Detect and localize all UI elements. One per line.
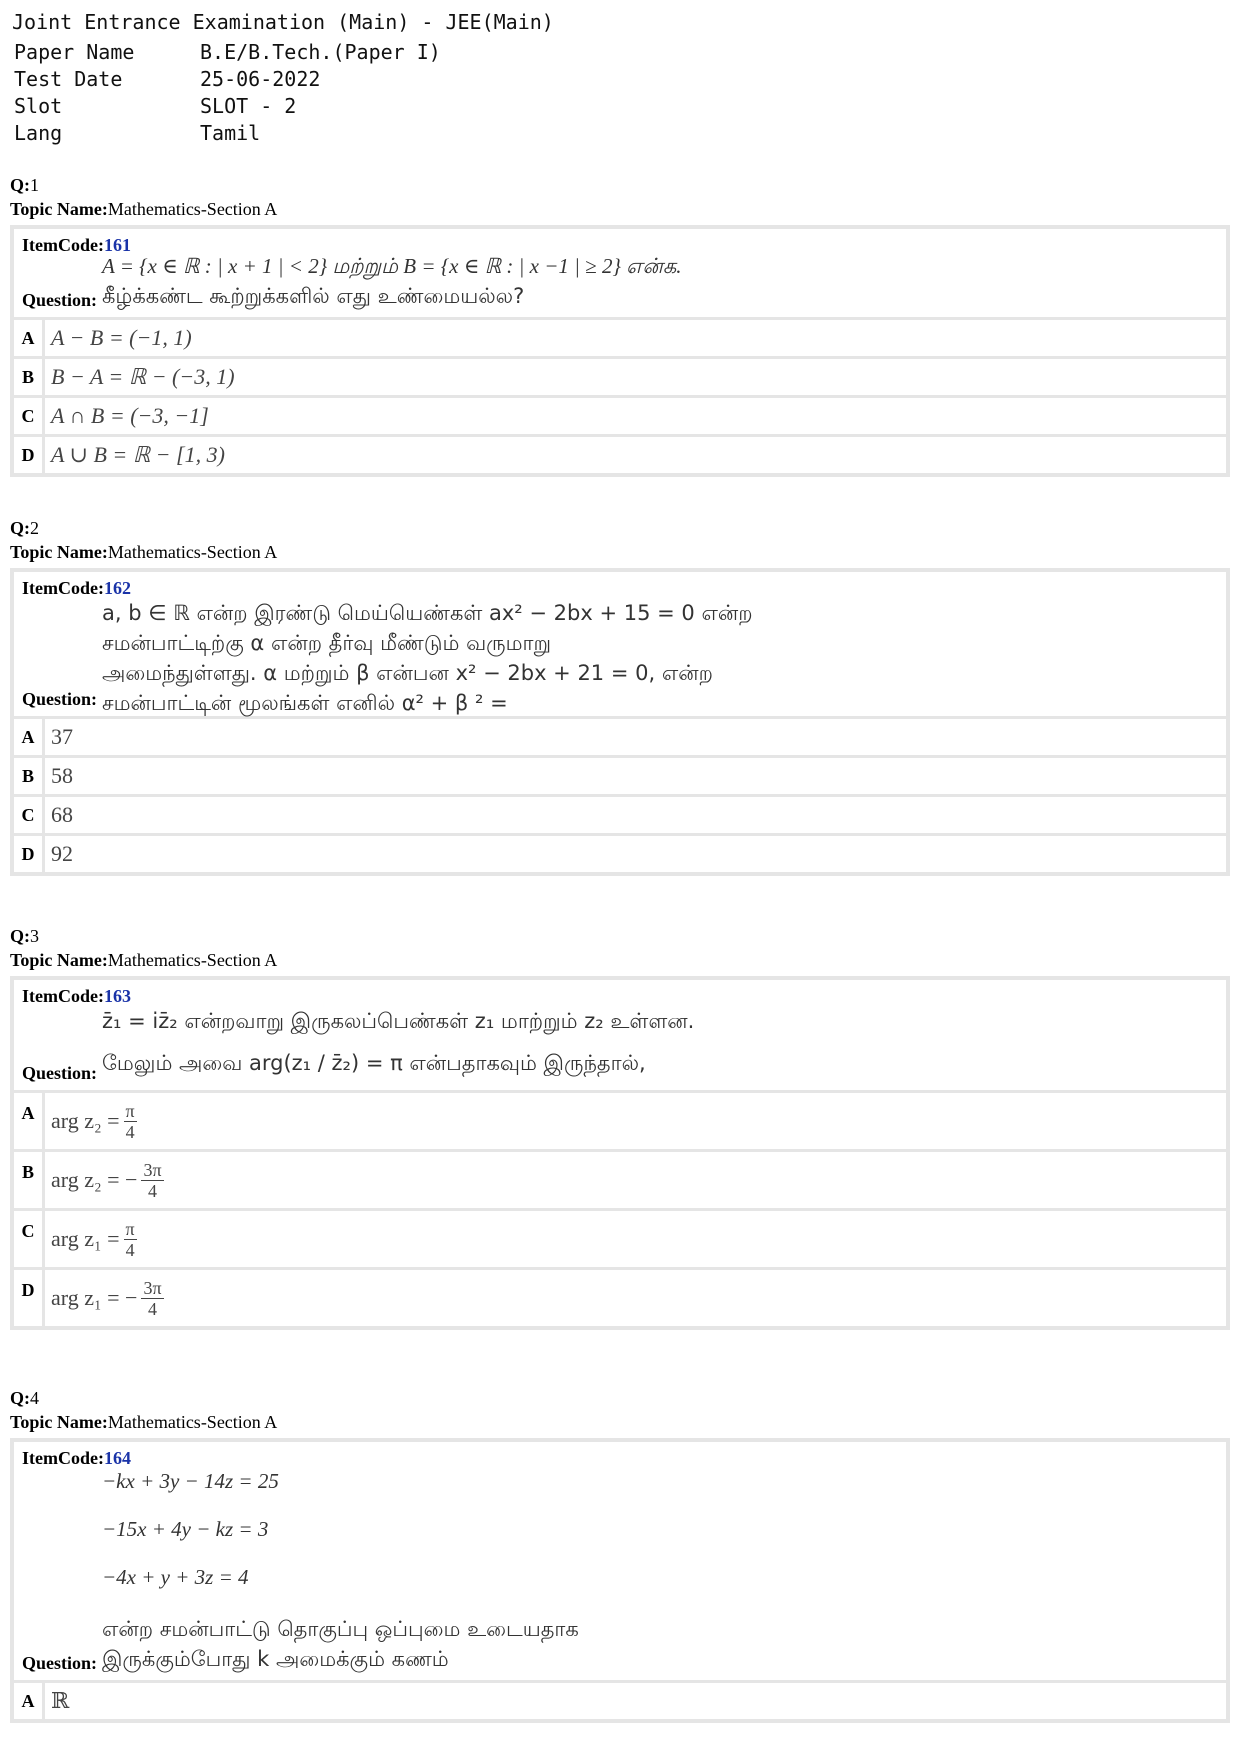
option-label: A (14, 719, 45, 755)
question-cell (14, 1442, 1226, 1683)
question-block-2 (10, 516, 1230, 876)
option-d[interactable] (14, 1267, 1226, 1326)
option-text: arg z₁ = $\frac{\pi}{4}$ (51, 1218, 135, 1260)
fraction: $\frac{\pi}{4}$ (125, 1218, 135, 1260)
question-text (102, 251, 1218, 311)
option-label: B (14, 1152, 45, 1208)
option-text: 68 (51, 802, 73, 827)
option-text: arg z₂ = $\frac{\pi}{4}$ (51, 1100, 135, 1142)
options-list (14, 1093, 1226, 1326)
options-list (14, 320, 1226, 473)
option-text: B − A = ℝ − (−3, 1) (51, 364, 235, 389)
info-row (14, 92, 441, 119)
option-d[interactable] (14, 434, 1226, 473)
question-cell (14, 572, 1226, 719)
question-box (10, 976, 1230, 1330)
question-box (10, 225, 1230, 477)
options-list (14, 719, 1226, 872)
question-label: Question: (22, 1063, 98, 1083)
question-number: Q:2 (10, 518, 39, 538)
option-label: C (14, 797, 45, 833)
option-c[interactable] (14, 794, 1226, 833)
question-block-4 (10, 1386, 1230, 1723)
question-cell (14, 980, 1226, 1093)
info-value: 25-06-2022 (200, 66, 321, 91)
option-a[interactable] (14, 719, 1226, 755)
exam-info-table (14, 38, 441, 146)
question-block-1 (10, 173, 1230, 477)
exam-title: Joint Entrance Examination (Main) - JEE(Main) (12, 10, 554, 34)
option-label: A (14, 1093, 45, 1149)
question-number: Q:4 (10, 1388, 39, 1408)
option-text: ℝ (51, 1688, 70, 1713)
info-key: Lang (14, 120, 63, 145)
question-line: சமன்பாட்டிற்கு α என்ற தீர்வு மீண்டும் வருமாறு (102, 631, 552, 655)
item-code: ItemCode:163 (22, 986, 131, 1006)
option-d[interactable] (14, 833, 1226, 872)
option-text: arg z₁ = − $\frac{3\pi}{4}$ (51, 1277, 162, 1319)
fraction: $\frac{3\pi}{4}$ (143, 1159, 162, 1201)
info-row (14, 38, 441, 65)
question-label: Question: (22, 689, 98, 709)
item-code: ItemCode:164 (22, 1448, 131, 1468)
question-box (10, 568, 1230, 876)
question-line: சமன்பாட்டின் மூலங்கள் எனில் α² + β ² = (102, 691, 508, 715)
exam-header (12, 10, 554, 146)
option-label: D (14, 437, 45, 473)
option-label: B (14, 359, 45, 395)
option-label: A (14, 1683, 45, 1719)
option-text: A ∪ B = ℝ − [1, 3) (51, 442, 225, 467)
question-number: Q:3 (10, 926, 39, 946)
option-text: 37 (51, 724, 73, 749)
question-line: −kx + 3y − 14z = 25 (102, 1469, 279, 1493)
option-c[interactable] (14, 395, 1226, 434)
question-label: Question: (22, 1653, 98, 1673)
option-text: A ∩ B = (−3, −1] (51, 403, 209, 428)
question-line: என்ற சமன்பாட்டு தொகுப்பு ஒப்புமை உடையதாக (102, 1617, 579, 1641)
question-cell (14, 229, 1226, 320)
option-label: C (14, 398, 45, 434)
question-text (102, 1466, 1218, 1674)
option-label: D (14, 836, 45, 872)
info-key: Slot (14, 93, 63, 118)
option-label: D (14, 1270, 45, 1326)
question-line: கீழ்க்கண்ட கூற்றுக்களில் எது உண்மையல்ல? (102, 284, 525, 308)
option-a[interactable] (14, 1093, 1226, 1149)
question-text (102, 1006, 1218, 1078)
info-value: B.E/B.Tech.(Paper I) (200, 39, 441, 64)
option-label: B (14, 758, 45, 794)
info-row (14, 119, 441, 146)
options-list (14, 1683, 1226, 1719)
item-code: ItemCode:161 (22, 235, 131, 255)
option-b[interactable] (14, 1149, 1226, 1208)
topic-name: Topic Name:Mathematics-Section A (10, 1412, 278, 1432)
option-a[interactable] (14, 320, 1226, 356)
question-box (10, 1438, 1230, 1723)
question-line: அமைந்துள்ளது. α மற்றும் β என்பன x² − 2bx + 21 = 0, என்ற (102, 661, 713, 685)
topic-name: Topic Name:Mathematics-Section A (10, 542, 278, 562)
fraction: $\frac{\pi}{4}$ (125, 1100, 135, 1142)
option-a[interactable] (14, 1683, 1226, 1719)
question-line: −15x + 4y − kz = 3 (102, 1517, 269, 1541)
option-label: A (14, 320, 45, 356)
option-c[interactable] (14, 1208, 1226, 1267)
fraction: $\frac{3\pi}{4}$ (143, 1277, 162, 1319)
question-number: Q:1 (10, 175, 39, 195)
question-block-3 (10, 924, 1230, 1330)
info-value: Tamil (200, 120, 261, 145)
info-row (14, 65, 441, 92)
question-line: மேலும் அவை arg(z₁ / z̄₂) = π என்பதாகவும் இருந்தால், (102, 1051, 646, 1075)
option-text: 92 (51, 841, 73, 866)
option-b[interactable] (14, 755, 1226, 794)
question-label: Question: (22, 290, 98, 310)
option-text: A − B = (−1, 1) (51, 325, 192, 350)
info-value: SLOT - 2 (200, 93, 297, 118)
option-text: arg z₂ = − $\frac{3\pi}{4}$ (51, 1159, 162, 1201)
option-label: C (14, 1211, 45, 1267)
question-line: z̄₁ = iz̄₂ என்றவாறு இருகலப்பெண்கள் z₁ மாற்றும் z₂ உள்ளன. (102, 1009, 695, 1033)
topic-name: Topic Name:Mathematics-Section A (10, 950, 278, 970)
question-text (102, 598, 1218, 718)
topic-name: Topic Name:Mathematics-Section A (10, 199, 278, 219)
info-key: Paper Name (14, 39, 135, 64)
info-key: Test Date (14, 66, 123, 91)
item-code: ItemCode:162 (22, 578, 131, 598)
option-text: 58 (51, 763, 73, 788)
question-line: A = {x ∈ ℝ : | x + 1 | < 2} மற்றும் B = {x ∈ ℝ : | x −1 | ≥ 2} என்க. (102, 254, 682, 278)
option-b[interactable] (14, 356, 1226, 395)
question-line: இருக்கும்போது k அமைக்கும் கணம் (102, 1647, 449, 1671)
question-line: a, b ∈ ℝ என்ற இரண்டு மெய்யெண்கள் ax² − 2bx + 15 = 0 என்ற (102, 601, 753, 625)
question-line: −4x + y + 3z = 4 (102, 1565, 249, 1589)
